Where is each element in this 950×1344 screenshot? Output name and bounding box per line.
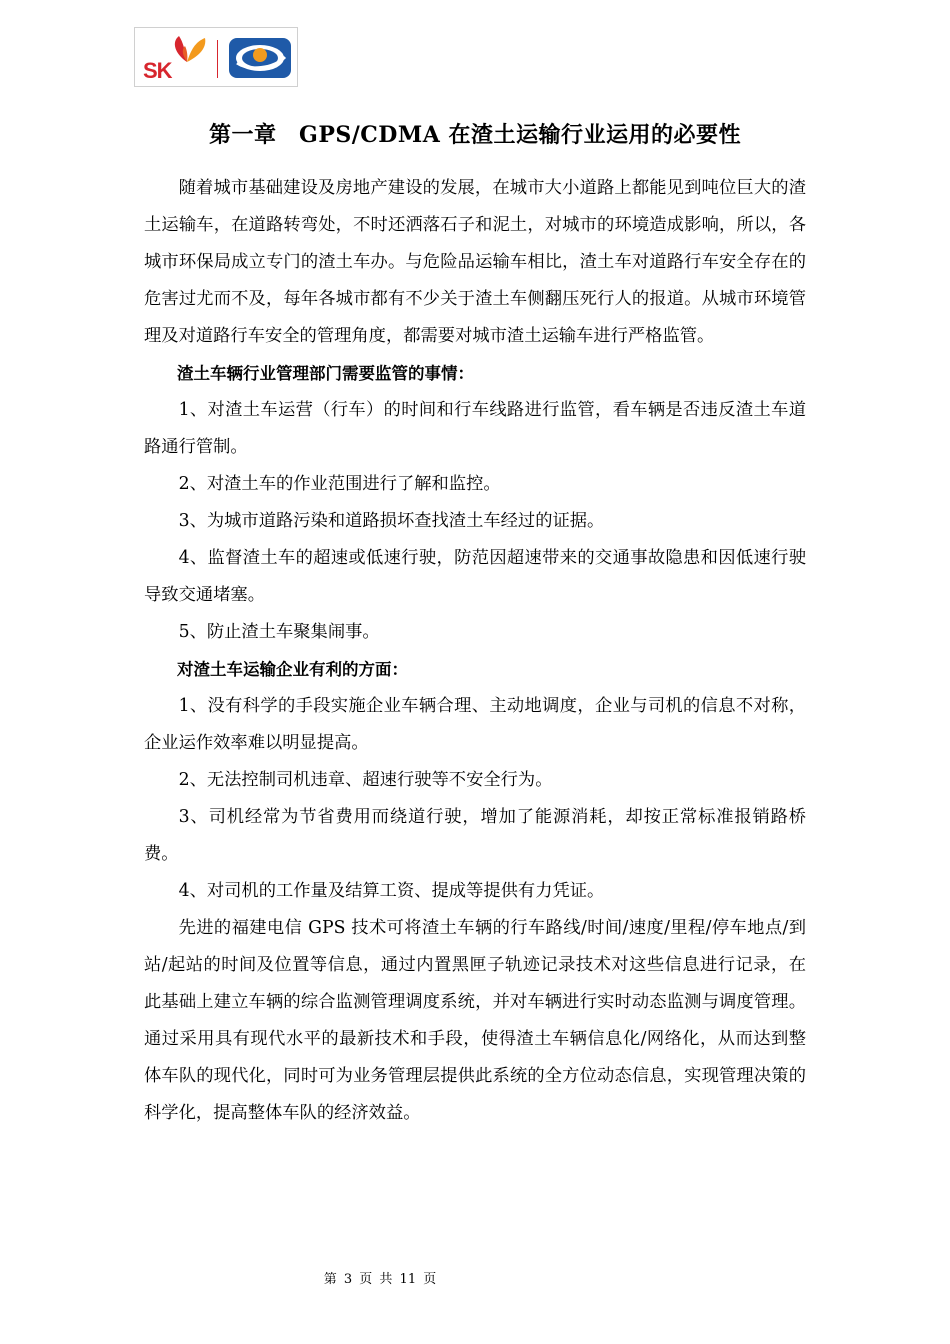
list-item: 1、没有科学的手段实施企业车辆合理、主动地调度，企业与司机的信息不对称，企业运作效率难以明显提高。 (144, 696, 806, 753)
list-item: 3、为城市道路污染和道路损坏查找渣土车经过的证据。 (178, 511, 605, 531)
telecom-globe-icon (227, 35, 293, 81)
list-item: 3、司机经常为节省费用而绕道行驶，增加了能源消耗，却按正常标准报销路桥费。 (144, 807, 806, 864)
section-heading-supervision: 渣土车辆行业管理部门需要监管的事情： (177, 364, 474, 383)
logo-divider (217, 40, 218, 78)
list-item: 4、对司机的工作量及结算工资、提成等提供有力凭证。 (178, 881, 605, 901)
section-heading-benefits: 对渣土车运输企业有利的方面： (177, 660, 408, 679)
list-item: 2、对渣土车的作业范围进行了解和监控。 (178, 474, 501, 494)
list-item: 4、监督渣土车的超速或低速行驶，防范因超速带来的交通事故隐患和因低速行驶导致交通堵塞。 (144, 548, 806, 605)
chapter-title: 第一章 GPS/CDMA 在渣土运输行业运用的必要性 (209, 122, 741, 148)
conclusion-paragraph: 先进的福建电信 GPS 技术可将渣土车辆的行车路线/时间/速度/里程/停车地点/到站/起站的时间及位置等信息，通过内置黑匣子轨迹记录技术对这些信息进行记录，在此基础上建立车辆的综合监测管理调度系统，并对车辆进行实时动态监测与调度管理。通过采用具有现代水平的最新技术和手段，使得渣土车辆信息化/网络化，从而达到整体车队的现代化，同时可为业务管理层提供此系统的全方位动态信息，实现管理决策的科学化，提高整体车队的经济效益。 (144, 918, 806, 1123)
intro-paragraph: 随着城市基础建设及房地产建设的发展，在城市大小道路上都能见到吨位巨大的渣土运输车，在道路转弯处，不时还洒落石子和泥土，对城市的环境造成影响，所以，各城市环保局成立专门的渣土车办。与危险品运输车相比，渣土车对道路行车安全存在的危害过尤而不及，每年各城市都有不少关于渣土车侧翻压死行人的报道。从城市环境管理及对道路行车安全的管理角度，都需要对城市渣土运输车进行严格监管。 (144, 178, 806, 346)
page-number: 第 3 页 共 11 页 (323, 1272, 437, 1287)
list-item: 2、无法控制司机违章、超速行驶等不安全行为。 (178, 770, 553, 790)
list-item: 1、对渣土车运营（行车）的时间和行车线路进行监管，看车辆是否违反渣土车道路通行管制。 (144, 400, 806, 457)
list-item: 5、防止渣土车聚集闹事。 (178, 622, 380, 642)
document-body (144, 170, 806, 1132)
sk-logo-text: SK (143, 58, 172, 83)
header-logo (134, 27, 298, 87)
